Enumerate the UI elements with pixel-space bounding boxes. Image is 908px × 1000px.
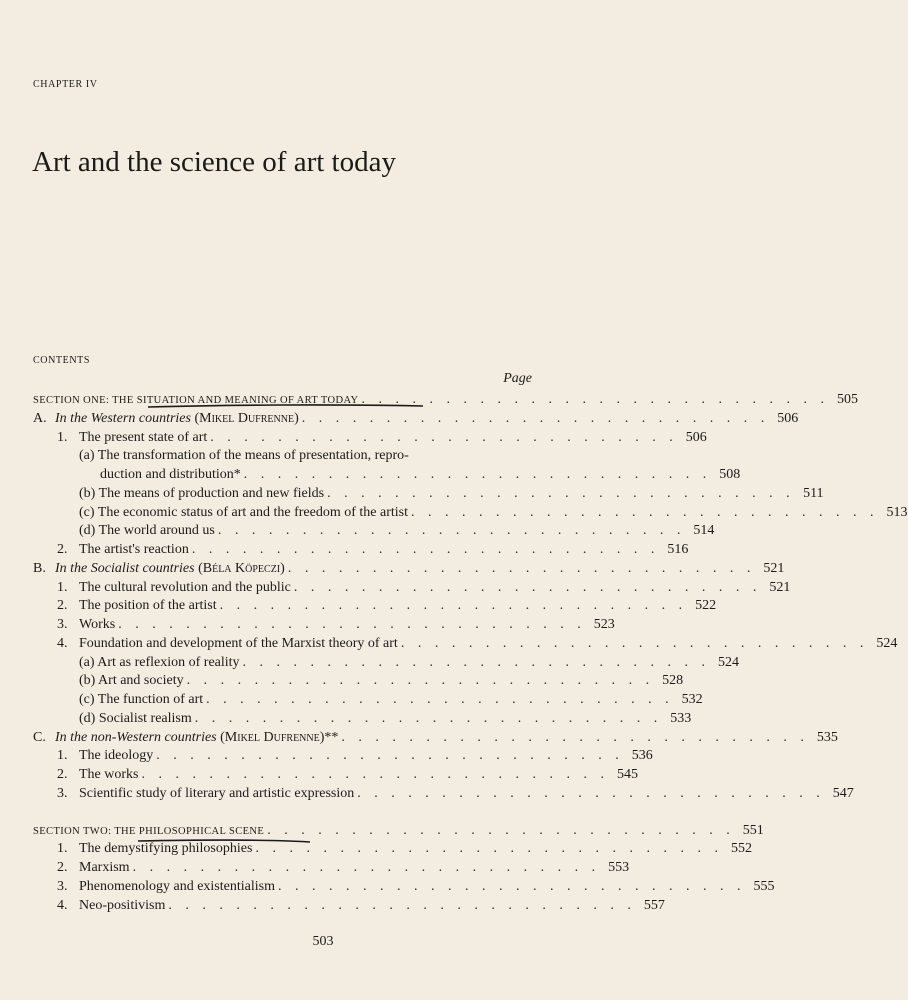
toc-entry-label: (d) The world around us (79, 523, 215, 539)
toc-entry-number: 3. (57, 878, 68, 894)
leader-dots: . . . . . . . . . . . . . . . . . . . . . . . . . . . . (168, 897, 636, 913)
toc-page-number: 545 (617, 767, 638, 782)
toc-entry-s2-2 (33, 859, 630, 878)
toc-page-number: 506 (685, 429, 707, 445)
toc-page-number: 557 (643, 897, 665, 913)
toc-entry-label: (b) The means of production and new fields (79, 485, 325, 501)
table-of-contents (33, 391, 908, 915)
toc-entry-b2 (33, 597, 717, 616)
toc-page-number: 533 (670, 710, 692, 726)
toc-page-number: 508 (719, 467, 741, 482)
toc-entry-label: The demystifying philosophies (79, 841, 253, 857)
leader-dots: . . . . . . . . . . . . . . . . . . . . . . . . . . . . (118, 617, 586, 632)
toc-entry-title: In the Western countries (55, 410, 191, 426)
toc-entry-label: duction and distribution* (100, 467, 241, 482)
toc-entry-c3 (33, 785, 854, 804)
toc-entry-s2-4 (33, 897, 665, 916)
toc-page-number: 505 (836, 392, 858, 407)
leader-dots: . . . . . . . . . . . . . . . . . . . . . . . . . . . . (194, 710, 663, 726)
leader-dots: . . . . . . . . . . . . . . . . . . . . . . . . . . . . (243, 467, 712, 482)
toc-entry-number: 3. (57, 785, 68, 801)
leader-dots: . . . . . . . . . . . . . . . . . . . . . . . . . . . . (361, 392, 829, 407)
toc-page-number: 516 (667, 542, 689, 557)
toc-entry-title: In the non-Western countries (55, 729, 217, 745)
toc-page-number: 532 (681, 692, 703, 707)
leader-dots: . . . . . . . . . . . . . . . . . . . . . . . . . . . . (186, 673, 655, 689)
toc-page-number: 555 (753, 878, 775, 894)
toc-entry-number: 4. (57, 897, 68, 913)
leader-dots: . . . . . . . . . . . . . . . . . . . . . . . . . . . . (242, 654, 711, 670)
toc-entry-c1 (33, 747, 653, 766)
toc-entry-label: The present state of art (79, 429, 208, 445)
toc-page-number: 524 (876, 635, 898, 651)
leader-dots: . . . . . . . . . . . . . . . . . . . . . . . . . . . . (219, 598, 688, 614)
toc-entry-label: The artist's reaction (79, 542, 189, 557)
leader-dots: . . . . . . . . . . . . . . . . . . . . . . . . . . . . (287, 560, 756, 576)
toc-entry-a1c (33, 504, 908, 523)
toc-entry-label: The works (79, 767, 139, 782)
toc-entry-title: In the Socialist countries (55, 560, 195, 576)
toc-page-number: 536 (631, 748, 653, 764)
toc-entry-label: (c) The function of art (79, 692, 204, 707)
toc-entry-author: (Mikel Dufrenne) (194, 410, 299, 426)
leader-dots: . . . . . . . . . . . . . . . . . . . . . . . . . . . . (341, 729, 809, 745)
contents-label: CONTENTS (33, 355, 91, 366)
toc-page-number: 528 (662, 673, 684, 689)
toc-entry-label: The position of the artist (79, 598, 217, 614)
page-column-heading: Page (503, 371, 532, 386)
leader-dots: . . . . . . . . . . . . . . . . . . . . . . . . . . . . (210, 429, 678, 445)
toc-entry-a (33, 410, 799, 429)
toc-entry-author: (Mikel Dufrenne)** (220, 729, 339, 745)
toc-entry-a1 (33, 429, 707, 448)
toc-entry-label: Works (79, 617, 116, 632)
leader-dots: . . . . . . . . . . . . . . . . . . . . . . . . . . . . (217, 523, 686, 539)
toc-entry-c (33, 729, 838, 748)
toc-entry-b (33, 560, 785, 579)
toc-entry-b4c (33, 691, 703, 710)
leader-dots: . . . . . . . . . . . . . . . . . . . . . . . . . . . . (191, 542, 660, 557)
toc-entry-label: The ideology (79, 748, 154, 764)
toc-entry-b4a (33, 654, 740, 673)
toc-entry-label: Foundation and development of the Marxist theory of art (79, 635, 398, 651)
toc-page-number: 513 (886, 504, 908, 520)
chapter-title: Art and the science of art today (32, 146, 396, 178)
toc-page-number: 523 (593, 617, 615, 632)
toc-entry-number: 2. (57, 860, 68, 875)
toc-page-number: 553 (608, 860, 630, 875)
chapter-label: CHAPTER IV (33, 79, 98, 90)
page-number-folio: 503 (312, 934, 334, 949)
leader-dots: . . . . . . . . . . . . . . . . . . . . . . . . . . . . (255, 841, 723, 857)
leader-dots: . . . . . . . . . . . . . . . . . . . . . . . . . . . . (267, 822, 735, 838)
toc-entry-label: (a) Art as reflexion of reality (79, 654, 240, 670)
toc-entry-number: 1. (57, 841, 68, 857)
toc-page-number: 524 (718, 654, 740, 670)
toc-entry-section-two (33, 822, 764, 841)
toc-entry-b1 (33, 579, 791, 598)
leader-dots: . . . . . . . . . . . . . . . . . . . . . . . . . . . . (132, 860, 601, 875)
toc-page-number: 535 (816, 729, 838, 745)
leader-dots: . . . . . . . . . . . . . . . . . . . . . . . . . . . . (277, 878, 746, 894)
toc-entry-label: (b) Art and society (79, 673, 184, 689)
toc-entry-c2 (33, 766, 638, 785)
toc-entry-letter: C. (33, 729, 46, 745)
toc-page-number: 514 (693, 523, 715, 539)
toc-entry-number: 3. (57, 617, 68, 632)
leader-dots: . . . . . . . . . . . . . . . . . . . . . . . . . . . . (357, 785, 825, 801)
toc-entry-label: The cultural revolution and the public (79, 579, 291, 595)
toc-entry-number: 4. (57, 635, 68, 651)
toc-entry-a1b (33, 485, 824, 504)
toc-entry-b4d (33, 710, 692, 729)
toc-entry-s2-3 (33, 878, 775, 897)
toc-page-number: 551 (742, 822, 764, 838)
toc-entry-b3 (33, 616, 615, 635)
toc-entry-label: (c) The economic status of art and the freedom of the artist (79, 504, 409, 520)
toc-page-number: 521 (769, 579, 791, 595)
toc-page-number: 522 (695, 598, 717, 614)
toc-entry-letter: A. (33, 410, 47, 426)
toc-entry-label: SECTION ONE: THE SITUATION AND MEANING OF ART TODAY (33, 395, 359, 406)
toc-entry-b4b (33, 672, 684, 691)
toc-entry-label: Phenomenology and existentialism (79, 878, 275, 894)
toc-entry-letter: B. (33, 560, 46, 576)
toc-entry-label: SECTION TWO: THE PHILOSOPHICAL SCENE (33, 825, 265, 837)
leader-dots: . . . . . . . . . . . . . . . . . . . . . . . . . . . . (141, 767, 609, 782)
toc-entry-s2-1 (33, 840, 752, 859)
leader-dots: . . . . . . . . . . . . . . . . . . . . . . . . . . . . (327, 485, 795, 501)
leader-dots: . . . . . . . . . . . . . . . . . . . . . . . . . . . . (400, 635, 869, 651)
toc-entry-label: (a) The transformation of the means of presentation, repro- (79, 448, 409, 464)
toc-page-number: 547 (832, 785, 854, 801)
toc-page-number: 552 (730, 841, 752, 857)
toc-entry-label: Scientific study of literary and artistic expression (79, 785, 355, 801)
toc-page-number: 506 (777, 410, 799, 426)
leader-dots: . . . . . . . . . . . . . . . . . . . . . . . . . . . . (156, 748, 624, 764)
leader-dots: . . . . . . . . . . . . . . . . . . . . . . . . . . . . (301, 410, 770, 426)
leader-dots: . . . . . . . . . . . . . . . . . . . . . . . . . . . . (206, 692, 674, 707)
toc-entry-label: Marxism (79, 860, 130, 875)
toc-entry-number: 2. (57, 767, 68, 782)
toc-entry-a2 (33, 541, 689, 560)
toc-entry-b4 (33, 635, 898, 654)
toc-entry-number: 1. (57, 748, 68, 764)
toc-entry-section-one (33, 391, 858, 410)
toc-entry-a1a (33, 447, 532, 466)
toc-entry-number: 2. (57, 542, 68, 557)
toc-entry-label: Neo-positivism (79, 897, 166, 913)
toc-page-number: 521 (763, 560, 785, 576)
leader-dots: . . . . . . . . . . . . . . . . . . . . . . . . . . . . (293, 579, 762, 595)
toc-entry-number: 1. (57, 429, 68, 445)
toc-entry-a1a-continued (33, 466, 741, 485)
toc-page-number: 511 (803, 485, 824, 501)
toc-entry-number: 1. (57, 579, 68, 595)
toc-entry-label: (d) Socialist realism (79, 710, 192, 726)
leader-dots: . . . . . . . . . . . . . . . . . . . . . . . . . . . . (411, 504, 879, 520)
toc-entry-author: (Béla Köpeczi) (198, 560, 285, 576)
toc-entry-a1d (33, 522, 715, 541)
toc-entry-number: 2. (57, 598, 68, 614)
